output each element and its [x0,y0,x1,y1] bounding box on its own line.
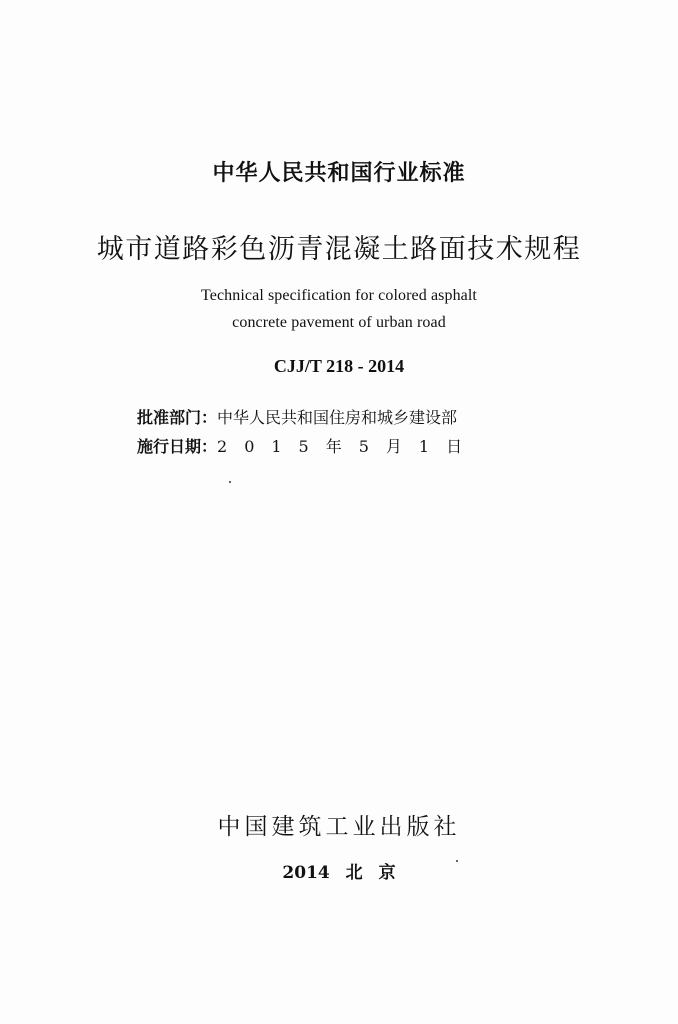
title-english-line2: concrete pavement of urban road [232,314,446,331]
title-chinese: 城市道路彩色沥青混凝土路面技术规程 [96,234,582,265]
effective-date-value: 2015年5月1日 [217,437,480,456]
title-english-line1: Technical specification for colored asphalt [201,287,477,304]
effective-date-row [137,434,479,457]
approval-value: 中华人民共和国住房和城乡建设部 [217,408,458,427]
industry-standard-heading: 中华人民共和国行业标准 [212,161,466,186]
publication-year-place: 2014 北 京 [282,863,396,883]
approval-row [137,405,457,428]
scan-speck [229,481,231,483]
effective-date-label: 施行日期： [137,437,218,456]
publisher-name: 中国建筑工业出版社 [217,814,461,840]
approval-label: 批准部门： [137,408,218,427]
standard-code: CJJ/T 218 - 2014 [273,356,405,376]
